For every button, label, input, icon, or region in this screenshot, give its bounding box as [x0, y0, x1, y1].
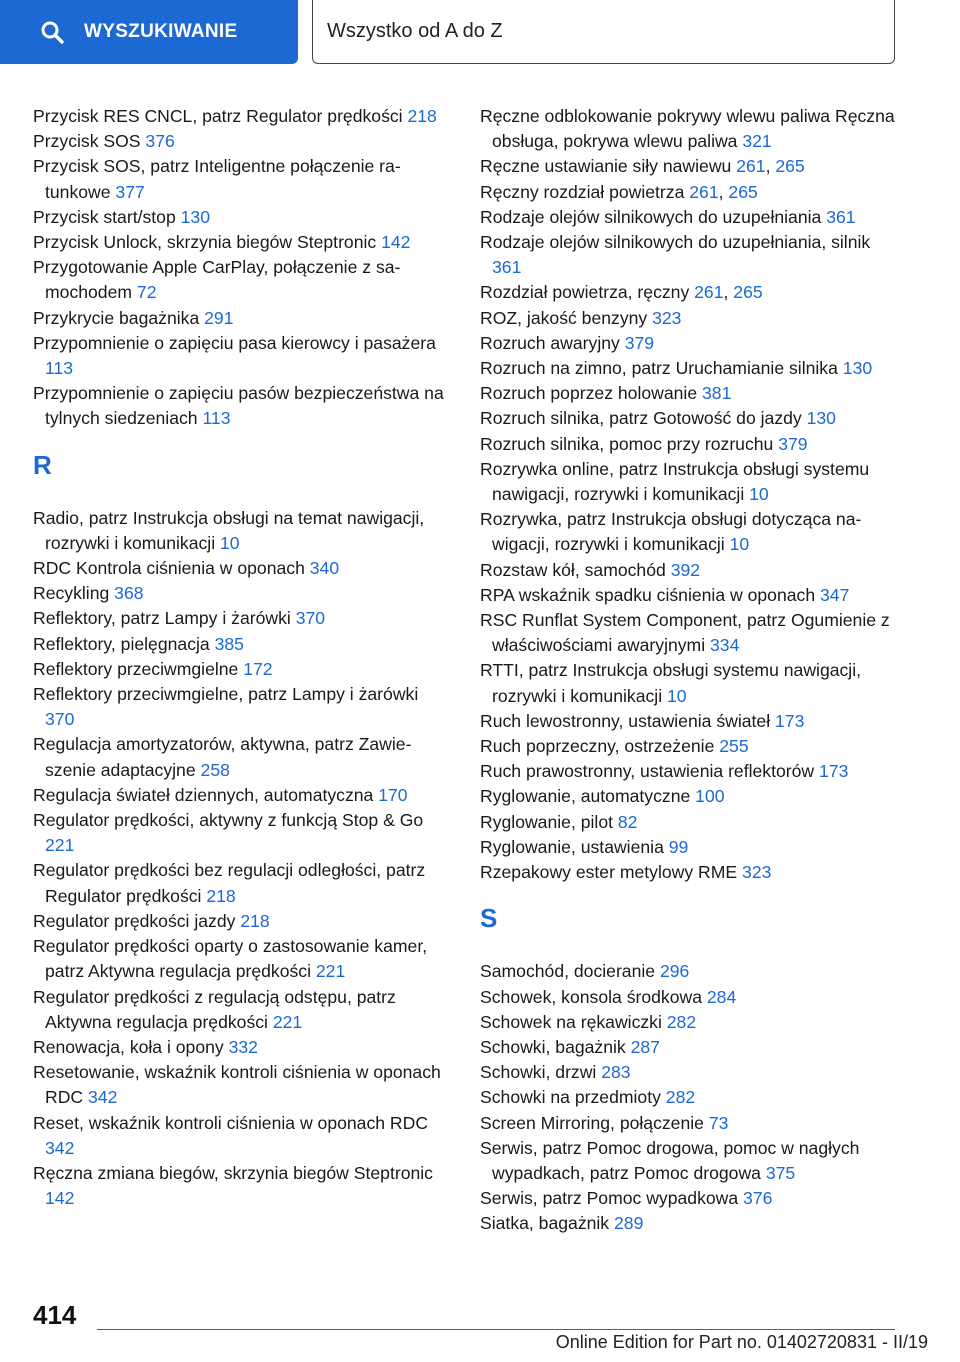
page-link[interactable]: 379 — [624, 332, 655, 353]
entry-text: Schowki na przedmioty — [480, 1087, 666, 1108]
page-link[interactable]: 283 — [601, 1062, 631, 1083]
entry-text: Regulator prędkości oparty o zastosowanie kamer, patrz Aktywna regulacja prędkości — [33, 936, 428, 982]
page-link[interactable]: 10 — [667, 685, 687, 706]
index-entry — [33, 909, 448, 934]
entry-text: Ręczne ustawianie siły nawiewu — [480, 156, 737, 177]
page-link[interactable]: 173 — [819, 761, 849, 782]
entry-text: Rozruch na zimno, patrz Uruchamianie silnika — [480, 358, 843, 379]
page-link[interactable]: 255 — [719, 736, 749, 757]
entries-s — [480, 959, 900, 1236]
page-link[interactable]: 342 — [45, 1137, 75, 1158]
index-entry — [480, 1060, 900, 1085]
entry-text: Siatka, bagażnik — [480, 1213, 614, 1234]
page-link[interactable]: 10 — [220, 532, 240, 553]
page-link[interactable]: 218 — [407, 106, 437, 126]
entry-text: Rzepakowy ester metylowy RME — [480, 862, 743, 883]
index-entry — [480, 1111, 900, 1136]
page-link[interactable]: 221 — [272, 1011, 303, 1032]
page-link[interactable]: 287 — [630, 1036, 660, 1057]
index-entry — [33, 1111, 448, 1161]
search-icon — [40, 20, 64, 44]
page-link[interactable]: 265 — [733, 282, 763, 303]
footer-divider — [97, 1329, 895, 1330]
entries-r-continued — [480, 104, 900, 885]
page-link[interactable]: 113 — [45, 358, 74, 379]
page-link[interactable]: 72 — [136, 282, 157, 303]
index-entry — [33, 129, 448, 154]
entry-text: Ręczne odblokowanie pokrywy wlewu paliwa Ręczna obsługa, pokrywa wlewu paliwa — [480, 106, 895, 152]
entry-text: Regulator prędkości z regulacją odstępu, patrz Aktywna regulacja prędkości — [33, 986, 396, 1032]
index-entry — [480, 784, 900, 809]
index-entry — [33, 657, 448, 682]
page-link[interactable]: 332 — [228, 1036, 258, 1057]
section-letter-s: S — [480, 903, 498, 934]
entries-r — [33, 506, 448, 1212]
index-entry — [480, 306, 900, 331]
page-link[interactable]: 368 — [114, 583, 144, 604]
page-link[interactable]: 361 — [826, 206, 856, 227]
entry-text: Przypomnienie o zapięciu pasa kierowcy i pasażera — [33, 332, 436, 353]
index-entry — [480, 1085, 900, 1110]
breadcrumb-label: Wszystko od A do Z — [327, 20, 503, 42]
page-link[interactable]: 370 — [295, 608, 326, 629]
entry-text: Reflektory przeciwmgielne, patrz Lampy i żarówki — [33, 684, 419, 705]
entry-text: Rozruch poprzez holowanie — [480, 383, 703, 404]
index-column-right — [480, 104, 900, 1237]
entry-text: Rozruch silnika, pomoc przy rozruchu — [480, 433, 779, 454]
page-link[interactable]: 261 — [694, 282, 724, 303]
index-entry — [480, 810, 900, 835]
index-entry — [33, 255, 448, 305]
entry-text: Rozrywka, patrz Instrukcja obsługi dotycząca nawigacji, rozrywki i komunikacji — [480, 509, 862, 555]
index-entry — [480, 709, 900, 734]
page-link[interactable]: 170 — [378, 784, 408, 805]
footer-edition: Online Edition for Part no. 01402720831 - II/19 — [555, 1332, 928, 1352]
entry-text: ROZ, jakość benzyny — [480, 307, 653, 328]
entry-text: RPA wskaźnik spadku ciśnienia w oponach — [480, 584, 821, 605]
page-link[interactable]: 323 — [652, 307, 682, 328]
entry-text: Serwis, patrz Pomoc drogowa, pomoc w nagłych wypadkach, patrz Pomoc drogowa — [480, 1137, 860, 1183]
page-link[interactable]: 291 — [204, 307, 234, 328]
page-link[interactable]: 392 — [670, 559, 701, 580]
page-link[interactable]: 142 — [45, 1188, 75, 1209]
index-entry — [480, 230, 900, 280]
entry-text: Przykrycie bagażnika — [33, 307, 205, 328]
index-entry — [480, 1136, 900, 1186]
page-link[interactable]: 282 — [665, 1087, 696, 1108]
index-entry — [33, 230, 448, 255]
entry-text: Reflektory przeciwmgielne — [33, 658, 244, 679]
entry-text: Przypomnienie o zapięciu pasów bezpieczeństwa na tylnych siedzeniach — [33, 383, 444, 429]
page-link[interactable]: 347 — [820, 584, 850, 605]
entry-text: Ręczny rozdział powietrza — [480, 181, 690, 202]
index-entry: Ręczny rozdział powietrza 261, 265 — [480, 181, 758, 202]
index-entry — [480, 331, 900, 356]
entry-text: Rozruch awaryjny — [480, 332, 625, 353]
index-entry — [33, 381, 448, 431]
page-link[interactable]: 379 — [778, 433, 808, 454]
entry-text: Reflektory, patrz Lampy i żarówki — [33, 608, 296, 629]
index-column-left — [33, 104, 448, 1211]
index-entry: Rozdział powietrza, ręczny 261, 265 — [480, 282, 763, 303]
index-entry — [480, 104, 900, 154]
entries-p — [33, 104, 448, 432]
page-link[interactable]: 376 — [743, 1188, 773, 1209]
page-link[interactable]: 100 — [695, 786, 725, 807]
index-entry — [480, 432, 900, 457]
index-entry — [480, 1035, 900, 1060]
search-label: WYSZUKIWANIE — [84, 21, 238, 42]
entry-text: RDC Kontrola ciśnienia w oponach — [33, 558, 310, 579]
index-entry — [33, 205, 448, 230]
entry-text: Ruch poprzeczny, ostrzeżenie — [480, 736, 720, 757]
index-entry — [33, 808, 448, 858]
entry-text: Renowacja, koła i opony — [33, 1036, 229, 1057]
page-link[interactable]: 321 — [742, 131, 772, 152]
entry-text: Regulator prędkości, aktywny z funkcją Stop & Go — [33, 810, 424, 831]
entry-text: Rodzaje olejów silnikowych do uzupełniania — [480, 206, 827, 227]
index-entry — [480, 1010, 900, 1035]
page-link[interactable]: 376 — [145, 131, 175, 152]
page-link[interactable]: 370 — [45, 709, 75, 730]
page-link[interactable]: 282 — [666, 1011, 697, 1032]
entry-text: Rodzaje olejów silnikowych do uzupełniania, silnik — [480, 232, 871, 253]
search-button[interactable] — [0, 0, 298, 64]
index-entry — [33, 858, 448, 908]
page-link[interactable]: 340 — [309, 558, 340, 579]
entry-text: Regulacja amortyzatorów, aktywna, patrz Zawieszenie adaptacyjne — [33, 734, 412, 780]
page-link[interactable]: 82 — [617, 811, 638, 832]
page-link[interactable]: 10 — [729, 534, 750, 555]
page-link[interactable]: 258 — [200, 759, 230, 780]
page-number: 414 — [33, 1300, 77, 1330]
entry-text: Ryglowanie, ustawienia — [480, 836, 669, 857]
index-entry — [33, 506, 448, 556]
index-entry — [33, 1060, 448, 1110]
entry-text: Przycisk RES CNCL, patrz Regulator prędkości — [33, 106, 408, 126]
index-entry — [480, 734, 900, 759]
page-link[interactable]: 375 — [765, 1162, 796, 1183]
entry-text: Schowki, drzwi — [480, 1062, 602, 1083]
index-entry — [480, 959, 900, 984]
index-entry — [33, 581, 448, 606]
index-entry — [33, 1161, 448, 1211]
entry-text: Ręczna zmiana biegów, skrzynia biegów Steptronic — [33, 1162, 433, 1183]
entry-text: Przycisk SOS — [33, 131, 146, 152]
entry-text: Ryglowanie, automatyczne — [480, 786, 696, 807]
entry-text: Przycisk start/stop — [33, 206, 181, 227]
breadcrumb[interactable] — [312, 0, 895, 64]
index-entry — [33, 732, 448, 782]
page-link[interactable]: 173 — [775, 710, 805, 731]
page-link[interactable]: 221 — [45, 835, 75, 856]
page-link[interactable]: 334 — [710, 635, 740, 656]
index-entry — [33, 632, 448, 657]
entry-text: Resetowanie, wskaźnik kontroli ciśnienia w oponach RDC — [33, 1062, 441, 1108]
page-link[interactable]: 289 — [614, 1213, 644, 1234]
index-entry — [480, 507, 900, 557]
entry-text: Regulator prędkości bez regulacji odległości, patrz Regulator prędkości — [33, 860, 426, 906]
index-entry — [480, 1186, 900, 1211]
index-entry — [480, 406, 900, 431]
entry-text: Przycisk SOS, patrz Inteligentne połączenie ratunkowe — [33, 156, 401, 202]
index-entry: Ręczne ustawianie siły nawiewu 261, 265 — [480, 156, 805, 177]
page-link[interactable]: 218 — [206, 885, 236, 906]
index-entry — [480, 608, 900, 658]
entry-text: Przycisk Unlock, skrzynia biegów Steptronic — [33, 232, 382, 253]
index-entry — [33, 306, 448, 331]
page-link[interactable]: 142 — [381, 232, 411, 253]
entry-text: Recykling — [33, 583, 115, 604]
page-link[interactable]: 385 — [214, 633, 244, 654]
page-link[interactable]: 381 — [702, 383, 732, 404]
entry-text: Rozruch silnika, patrz Gotowość do jazdy — [480, 408, 807, 429]
index-entry — [33, 1035, 448, 1060]
entry-text: Przygotowanie Apple CarPlay, połączenie z samochodem — [33, 257, 401, 303]
entry-text: RTTI, patrz Instrukcja obsługi systemu nawigacji, rozrywki i komunikacji — [480, 660, 862, 706]
index-entry — [33, 934, 448, 984]
page-link[interactable]: 130 — [180, 206, 210, 227]
index-entry — [33, 606, 448, 631]
index-entry — [33, 783, 448, 808]
page-link[interactable]: 323 — [742, 862, 772, 883]
index-entry — [480, 457, 900, 507]
entry-text: Schowek, konsola środkowa — [480, 986, 707, 1007]
entry-text: Schowek na rękawiczki — [480, 1011, 667, 1032]
entry-text: Schowki, bagażnik — [480, 1036, 631, 1057]
entry-text: Radio, patrz Instrukcja obsługi na temat nawigacji, rozrywki i komunikacji — [33, 507, 425, 553]
page-link[interactable]: 284 — [706, 986, 737, 1007]
index-entry — [33, 104, 448, 129]
page-link[interactable]: 377 — [115, 181, 145, 202]
page-link[interactable]: 296 — [659, 961, 690, 982]
entry-text: Ruch lewostronny, ustawienia świateł — [480, 710, 775, 731]
entry-text: Rozstaw kół, samochód — [480, 559, 671, 580]
index-entry — [480, 356, 900, 381]
index-entry — [480, 205, 900, 230]
index-entry — [480, 759, 900, 784]
page-link[interactable]: 261 — [736, 156, 766, 177]
page-link[interactable]: 73 — [708, 1112, 729, 1133]
page-link[interactable]: 265 — [728, 181, 758, 202]
index-entry — [480, 381, 900, 406]
page-link[interactable]: 130 — [806, 408, 836, 429]
index-entry — [33, 154, 448, 204]
page-link[interactable]: 361 — [492, 257, 522, 278]
index-entry — [480, 558, 900, 583]
index-entry — [480, 583, 900, 608]
index-entry — [480, 658, 900, 708]
index-entry — [480, 835, 900, 860]
page-link[interactable]: 99 — [668, 836, 689, 857]
page-link[interactable]: 221 — [315, 961, 346, 982]
index-entry — [480, 860, 900, 885]
entry-text: Serwis, patrz Pomoc wypadkowa — [480, 1188, 744, 1209]
page-link[interactable]: 130 — [842, 358, 873, 379]
entry-text: Regulacja świateł dziennych, automatyczna — [33, 784, 379, 805]
index-entry — [33, 331, 448, 381]
index-entry — [33, 985, 448, 1035]
index-entry — [480, 1211, 900, 1236]
page-link[interactable]: 261 — [689, 181, 719, 202]
page-link[interactable]: 172 — [243, 658, 273, 679]
index-entry — [480, 985, 900, 1010]
entry-text: Rozrywka online, patrz Instrukcja obsługi systemu nawigacji, rozrywki i komunikacji — [480, 458, 870, 505]
entry-text: Rozdział powietrza, ręczny — [480, 282, 695, 303]
page-link[interactable]: 218 — [240, 910, 270, 931]
entry-text: Samochód, docieranie — [480, 961, 660, 982]
section-letter-r: R — [33, 449, 52, 480]
entry-text: Reset, wskaźnik kontroli ciśnienia w oponach RDC — [33, 1112, 429, 1133]
index-entry — [33, 556, 448, 581]
entry-text: Ryglowanie, pilot — [480, 811, 618, 832]
entry-text: Reflektory, pielęgnacja — [33, 633, 215, 654]
entry-text: Ruch prawostronny, ustawienia reflektorów — [480, 761, 819, 782]
page-link[interactable]: 265 — [775, 156, 805, 177]
page-link[interactable]: 342 — [88, 1087, 118, 1108]
entry-text: Regulator prędkości jazdy — [33, 910, 241, 931]
header — [0, 0, 960, 66]
page-link[interactable]: 113 — [202, 408, 231, 429]
page-link[interactable]: 10 — [749, 484, 769, 505]
index-entry — [33, 682, 448, 732]
entry-text: Screen Mirroring, połączenie — [480, 1112, 709, 1133]
entry-text: RSC Runflat System Component, patrz Ogumienie z właściwościami awaryjnymi — [480, 610, 890, 656]
